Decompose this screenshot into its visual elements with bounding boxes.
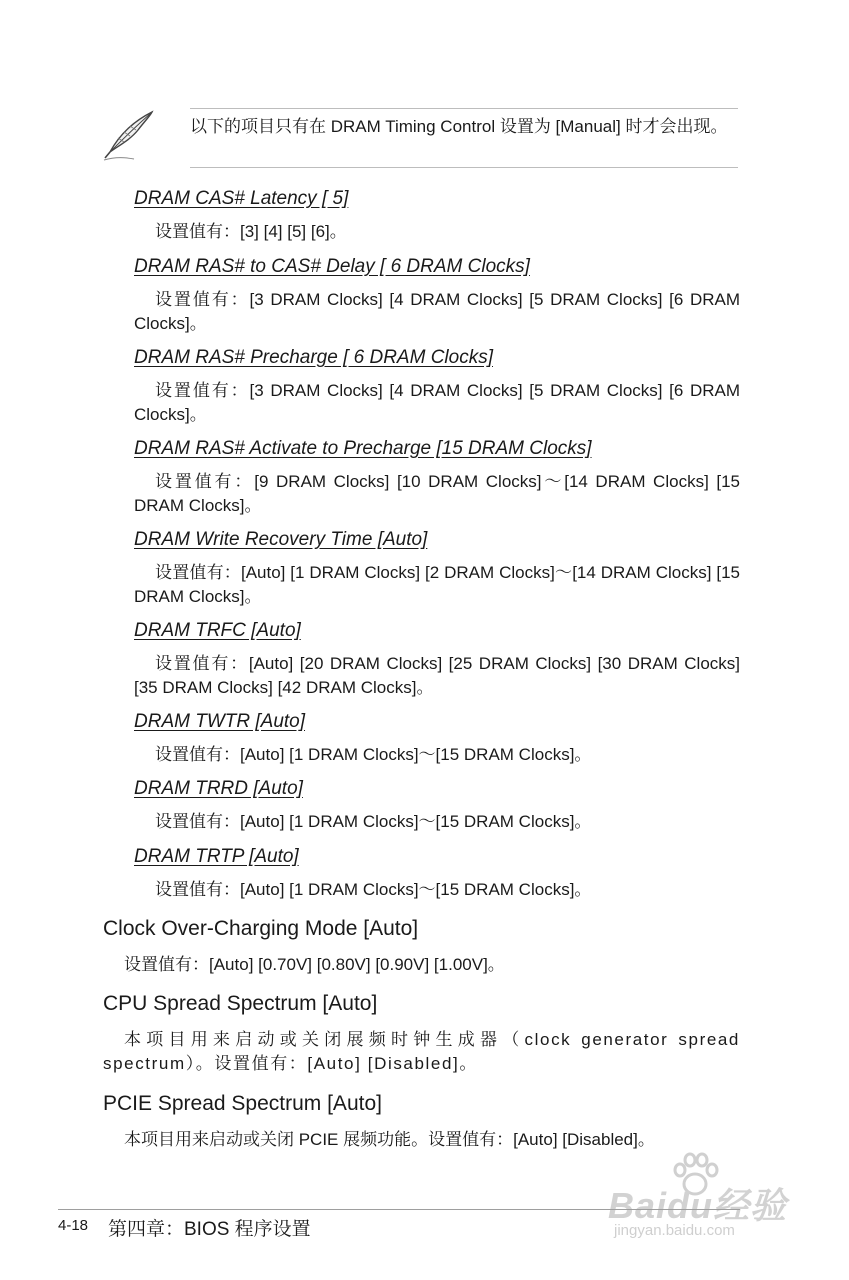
chapter-title: 第四章：BIOS 程序设置	[108, 1219, 311, 1240]
footer-divider	[58, 1209, 740, 1210]
section-title-clock-over-charging: Clock Over-Charging Mode [Auto]	[103, 917, 419, 940]
section-title-cpu-spread: CPU Spread Spectrum [Auto]	[103, 992, 378, 1015]
item-body-trfc: 设置值有：[Auto] [20 DRAM Clocks] [25 DRAM Clocks] [30 DRAM Clocks] [35 DRAM Clocks] [42 DRAM Clocks]。	[134, 654, 740, 697]
item-title-trrd: DRAM TRRD [Auto]	[134, 778, 303, 799]
section-title-pcie-spread: PCIE Spread Spectrum [Auto]	[103, 1092, 382, 1115]
watermark-logo: Baidu经验	[608, 1185, 788, 1226]
section-body-pcie-spread: 本项目用来启动或关闭 PCIE 展频功能。设置值有：[Auto] [Disabled]。	[124, 1130, 655, 1149]
item-body-trrd: 设置值有：[Auto] [1 DRAM Clocks]～[15 DRAM Clocks]。	[155, 812, 592, 831]
item-body-ras-precharge: 设置值有：[3 DRAM Clocks] [4 DRAM Clocks] [5 DRAM Clocks] [6 DRAM Clocks]。	[134, 381, 740, 424]
note-box	[100, 108, 740, 172]
item-title-trfc: DRAM TRFC [Auto]	[134, 620, 301, 641]
item-title-ras-precharge: DRAM RAS# Precharge [ 6 DRAM Clocks]	[134, 347, 493, 368]
item-title-write-recovery: DRAM Write Recovery Time [Auto]	[134, 529, 428, 550]
item-body-twtr: 设置值有：[Auto] [1 DRAM Clocks]～[15 DRAM Clocks]。	[155, 745, 592, 764]
item-body-trtp: 设置值有：[Auto] [1 DRAM Clocks]～[15 DRAM Clocks]。	[155, 880, 592, 899]
item-body-cas-latency: 设置值有：[3] [4] [5] [6]。	[155, 222, 347, 241]
section-body-cpu-spread: 本项目用来启动或关闭展频时钟生成器（clock generator spread spectrum）。设置值有：[Auto] [Disabled]。	[103, 1030, 740, 1073]
item-body-ras-to-cas: 设置值有：[3 DRAM Clocks] [4 DRAM Clocks] [5 DRAM Clocks] [6 DRAM Clocks]。	[134, 290, 740, 333]
item-body-ras-activate: 设置值有：[9 DRAM Clocks] [10 DRAM Clocks]～[14 DRAM Clocks] [15 DRAM Clocks]。	[134, 472, 740, 515]
item-title-ras-to-cas: DRAM RAS# to CAS# Delay [ 6 DRAM Clocks]	[134, 256, 530, 277]
item-title-trtp: DRAM TRTP [Auto]	[134, 846, 299, 867]
page-number: 4-18	[58, 1217, 89, 1234]
watermark-url: jingyan.baidu.com	[614, 1222, 735, 1239]
item-title-ras-activate: DRAM RAS# Activate to Precharge [15 DRAM Clocks]	[134, 438, 592, 459]
quill-pen-icon	[100, 108, 160, 164]
section-body-clock-over-charging: 设置值有：[Auto] [0.70V] [0.80V] [0.90V] [1.00V]。	[124, 955, 505, 974]
item-body-write-recovery: 设置值有：[Auto] [1 DRAM Clocks] [2 DRAM Clocks]～[14 DRAM Clocks] [15 DRAM Clocks]。	[134, 563, 740, 606]
item-title-twtr: DRAM TWTR [Auto]	[134, 711, 306, 732]
note-text: 以下的项目只有在 DRAM Timing Control 设置为 [Manual] 时才会出现。	[190, 108, 738, 168]
item-title-cas-latency: DRAM CAS# Latency [ 5]	[134, 188, 349, 209]
watermark	[600, 1150, 800, 1250]
